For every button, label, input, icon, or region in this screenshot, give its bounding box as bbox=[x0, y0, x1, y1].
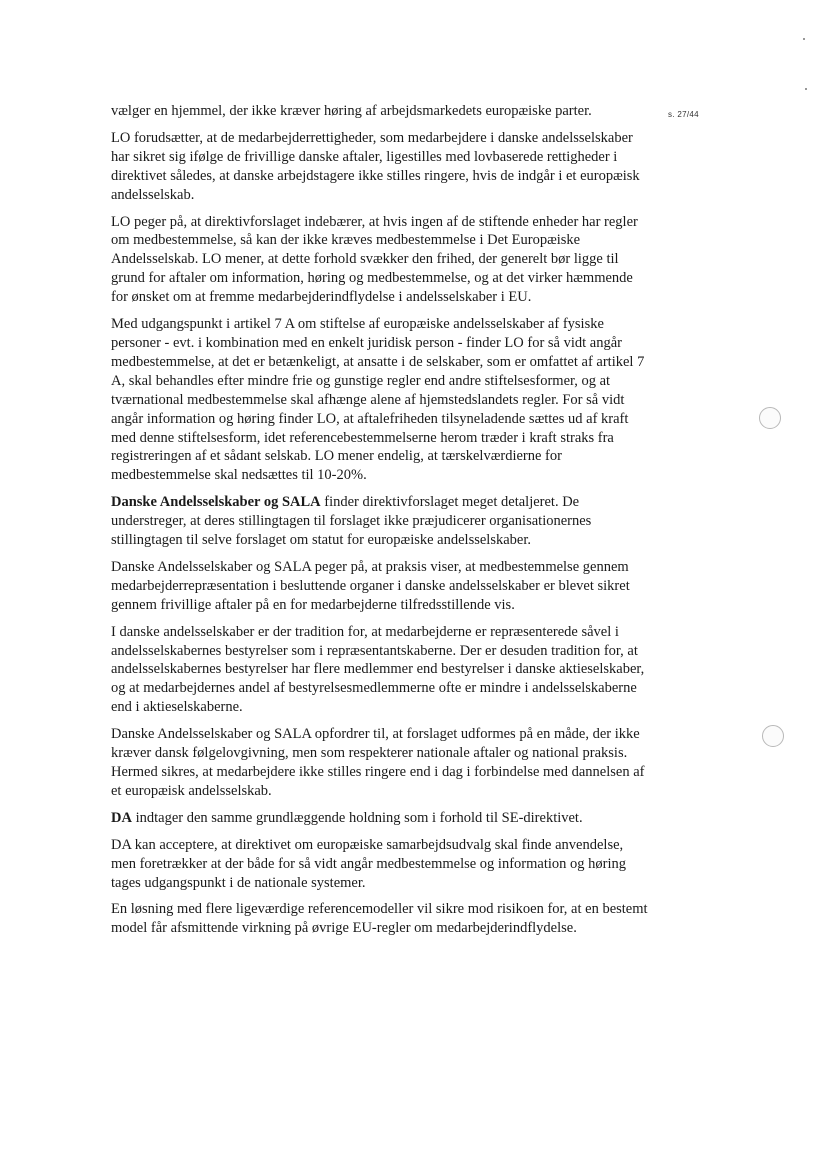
scan-speck bbox=[803, 38, 805, 40]
paragraph: LO forudsætter, at de medarbejderrettigheder, som medarbejdere i danske andelsselskaber har sikret sig ifølge de frivillige danske aftaler, ligestilles med lovbaserede rettigheder i direktivet således, at danske arbejdstagere ikke stilles ringere, hvis de indgår i et europæisk andelsselskab. bbox=[111, 129, 640, 203]
punch-hole bbox=[762, 725, 784, 747]
paragraph: Danske Andelsselskaber og SALA peger på, at praksis viser, at medbestemmelse gennem medarbejderrepræsentation i besluttende organer i danske andelsselskaber er blevet sikret gennem frivillige aftaler på en for medarbejderne tilfredsstillende vis. bbox=[111, 558, 630, 613]
paragraph: Med udgangspunkt i artikel 7 A om stiftelse af europæiske andelsselskaber af fysiske personer - evt. i kombination med en enkelt juridisk person - finder LO for så vidt angår medbestemmelse, at det er betænkeligt, at ansatte i de selskaber, som er omfattet af artikel 7 A, skal behandles efter mindre frie og gunstige regler end andre stiftelsesformer, og at tværnational medbestemmelse skal afhænge alene af hjemstedslandets regler. For så vidt angår information og høring finder LO, at aftalefriheden tilsyneladende sættes ud af kraft med denne stiftelsesform, idet referencebestemmelserne herom træder i kraft straks fra registreringen af et sådant selskab. LO mener endelig, at tærskelværdierne for medbestemmelse skal nedsættes til 10-20%. bbox=[111, 316, 645, 484]
body-text bbox=[111, 102, 649, 946]
paragraph-lead: DA bbox=[111, 809, 132, 826]
paragraph-lead: Danske Andelsselskaber og SALA bbox=[111, 494, 321, 511]
paragraph: I danske andelsselskaber er der tradition for, at medarbejderne er repræsenterede såvel i andelsselskabernes bestyrelser som i repræsentantskaberne. Der er desuden tradition for, at andelsselskabernes bestyrelser har flere medlemmer end bestyrelser i danske aktieselskaber, og at medarbejdernes andel af bestyrelsesmedlemmerne ofte er mindre i andelsselskaberne end i aktieselskaberne. bbox=[111, 623, 645, 716]
paragraph: En løsning med flere ligeværdige referencemodeller vil sikre mod risikoen for, at en bestemt model får afsmittende virkning på øvrige EU-regler om medarbejderindflydelse. bbox=[111, 901, 648, 937]
paragraph: Danske Andelsselskaber og SALA opfordrer til, at forslaget udformes på en måde, der ikke kræver dansk følgelovgivning, men som respekterer nationale aftaler og national praksis. Hermed sikres, at medarbejdere ikke stilles ringere end i dag i forbindelse med dannelsen af et europæisk andelsselskab. bbox=[111, 726, 645, 799]
paragraph: vælger en hjemmel, der ikke kræver høring af arbejdsmarkedets europæiske parter. bbox=[111, 103, 592, 119]
paragraph: DA indtager den samme grundlæggende holdning som i forhold til SE-direktivet. bbox=[111, 809, 583, 826]
scan-speck bbox=[805, 88, 807, 90]
paragraph: LO peger på, at direktivforslaget indebærer, at hvis ingen af de stiftende enheder har regler om medbestemmelse, så kan der ikke kræves medbestemmelse i Det Europæiske Andelsselskab. LO mener, at dette forhold svækker den frihed, der generelt bør ligge til grund for aftaler om information, høring og medbestemmelse, og at det virker hæmmende for ønsket om at fremme medarbejderindflydelse i andelsselskaber i EU. bbox=[111, 213, 638, 306]
paragraph: DA kan acceptere, at direktivet om europæiske samarbejdsudvalg skal finde anvendelse, men foretrækker at der både for så vidt angår medbestemmelse og information og høring tages udgangspunkt i de nationale systemer. bbox=[111, 836, 626, 891]
page-number: s. 27/44 bbox=[668, 110, 699, 119]
punch-hole bbox=[759, 407, 781, 429]
paragraph: Danske Andelsselskaber og SALA finder direktivforslaget meget detaljeret. De understreger, at deres stillingtagen til forslaget ikke præjudicerer organisationernes stillingtagen til selve forslaget om statut for europæiske andelsselskaber. bbox=[111, 494, 592, 549]
